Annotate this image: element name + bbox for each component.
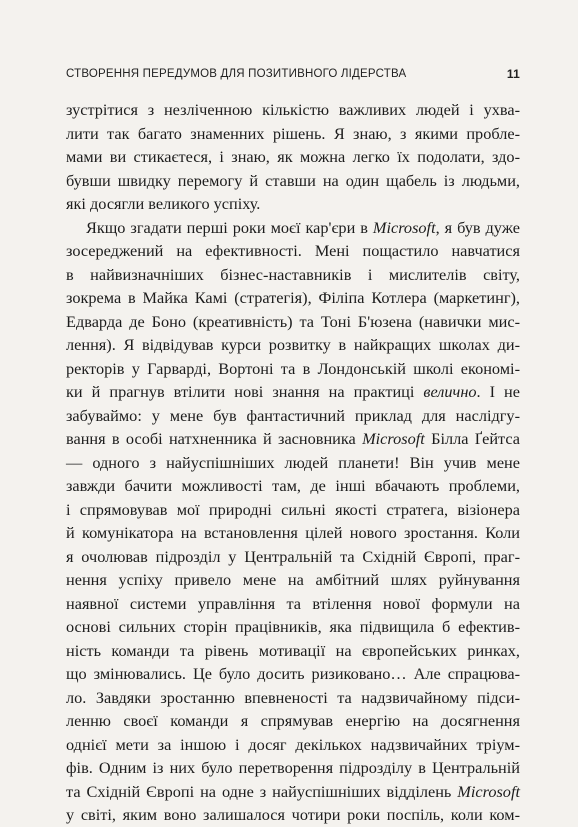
text-segment: фів. Одним із них було перетворення підрозділу в Центральній bbox=[66, 758, 520, 777]
text-segment: лення). Я відвідував курси розвитку в найкращих школах ди- bbox=[66, 335, 520, 354]
text-segment: в найвизначніших бізнес-наставників і мислителів світу, bbox=[66, 264, 520, 284]
text-segment: ректорів у Гарварді, Вортоні та в Лондонській школі економі- bbox=[66, 358, 520, 378]
text-line bbox=[66, 380, 520, 404]
paragraph-1 bbox=[66, 98, 520, 216]
italic-term: велично bbox=[423, 382, 477, 401]
text-segment: ність команди та рівень мотивації на європейських ринках, bbox=[66, 640, 520, 660]
text-line bbox=[66, 216, 520, 240]
text-line bbox=[66, 239, 520, 263]
text-line: бувши швидку перемогу й ставши на один щабель із людьми, bbox=[66, 170, 520, 190]
text-segment: й комунікатора на встановлення цілей нового зростання. Коли bbox=[66, 523, 520, 542]
text-line bbox=[66, 780, 520, 804]
text-line bbox=[66, 592, 520, 616]
text-segment: Едварда де Боно (креативність) та Тоні Б'юзена (навички мис- bbox=[66, 311, 520, 331]
text-line bbox=[66, 568, 520, 592]
text-segment: зосереджений на ефективності. Мені пощастило навчатися bbox=[66, 241, 520, 260]
text-segment: ки й прагнув втілити нові знання на практиці bbox=[66, 382, 424, 401]
text-line: які досягли великого успіху. bbox=[66, 194, 261, 213]
text-segment: — одного з найуспішніших людей планети! Він учив мене bbox=[66, 452, 520, 472]
text-line bbox=[66, 263, 520, 287]
text-segment: наявної системи управління та втілення нової формули на bbox=[66, 593, 520, 613]
text-line bbox=[66, 404, 520, 428]
text-segment: нення успіху привело мене на амбітний шлях руйнування bbox=[66, 570, 520, 589]
text-line: лити так багато знаменних рішень. Я знаю, з якими пробле- bbox=[66, 123, 520, 143]
text-segment: зокрема в Майка Камі (стратегія), Філіпа Котлера (маркетинг), bbox=[66, 288, 520, 307]
page-number: 11 bbox=[506, 67, 520, 81]
paragraph-2 bbox=[66, 216, 520, 827]
text-line bbox=[66, 498, 520, 522]
text-segment: та Східній Європі на одне з найуспішніших відділень bbox=[66, 781, 458, 801]
text-line: зустрітися з незліченною кількістю важливих людей і ухва- bbox=[66, 100, 520, 119]
text-segment: Білла Ґейтса bbox=[424, 429, 520, 448]
text-segment: забуваймо: у мене був фантастичний приклад для наслідгу- bbox=[66, 405, 520, 425]
text-line bbox=[66, 803, 520, 827]
running-head bbox=[66, 66, 520, 82]
text-line bbox=[66, 427, 520, 451]
text-line bbox=[66, 615, 520, 639]
text-segment: я очолював підрозділ у Центральній та Східній Європі, праг- bbox=[66, 546, 520, 566]
text-line bbox=[66, 756, 520, 780]
italic-term: Microsoft bbox=[362, 429, 425, 448]
text-segment: , я був дуже bbox=[435, 217, 520, 237]
text-line bbox=[66, 545, 520, 569]
text-line bbox=[66, 357, 520, 381]
text-line bbox=[66, 733, 520, 757]
text-segment: що змінювались. Це було досить ризиковано… Але спрацюва- bbox=[66, 664, 520, 683]
text-segment: . І не bbox=[476, 382, 520, 401]
text-line bbox=[66, 286, 520, 310]
text-segment: завжди бачити можливості там, де інші вбачають проблеми, bbox=[66, 476, 520, 495]
body-text bbox=[66, 98, 520, 827]
text-segment: і спрямовував мої природні сильні якості стратега, візіонера bbox=[66, 499, 520, 519]
text-line bbox=[66, 662, 520, 686]
text-line bbox=[66, 474, 520, 498]
italic-term: Microsoft bbox=[457, 781, 520, 801]
text-segment: ленню своєї команди я спрямував енергію на досягнення bbox=[66, 711, 520, 730]
text-line bbox=[66, 709, 520, 733]
text-line bbox=[66, 310, 520, 334]
text-line bbox=[66, 639, 520, 663]
text-line bbox=[66, 521, 520, 545]
text-segment: однієї мети за іншою і досяг декількох надзвичайних тріум- bbox=[66, 734, 520, 754]
text-line bbox=[66, 686, 520, 710]
text-segment: у світі, яким воно залишалося чотири роки поспіль, коли ком- bbox=[66, 805, 520, 824]
text-segment: основі сильних сторін працівників, яка підвищила б ефектив- bbox=[66, 617, 520, 636]
text-segment: вання в особі натхненника й засновника bbox=[66, 429, 363, 448]
text-line bbox=[66, 333, 520, 357]
running-title: СТВОРЕННЯ ПЕРЕДУМОВ ДЛЯ ПОЗИТИВНОГО ЛІДЕРСТВА bbox=[66, 68, 407, 80]
text-segment: ло. Завдяки зростанню впевненості та надзвичайному підси- bbox=[66, 687, 520, 707]
italic-term: Microsoft bbox=[372, 217, 436, 237]
text-line bbox=[66, 451, 520, 475]
text-line: мами ви стикаєтеся, і знаю, як можна легко їх подолати, здо- bbox=[66, 147, 520, 166]
text-segment: Якщо згадати перші роки моєї кар'єри в bbox=[86, 217, 373, 237]
